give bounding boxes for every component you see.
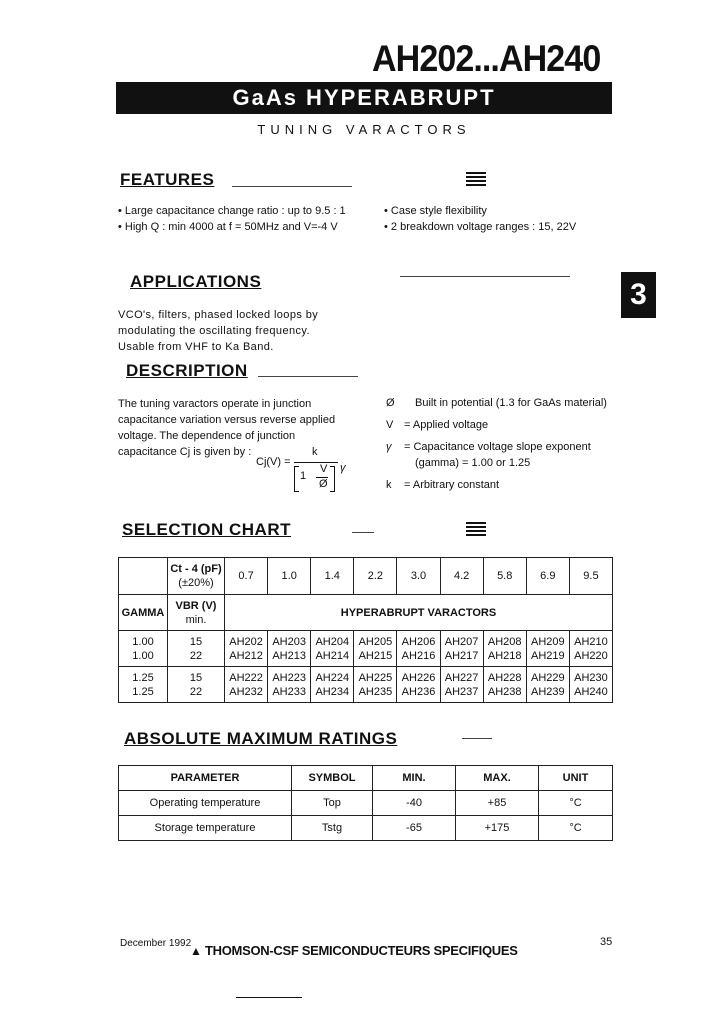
chapter-tab: 3 — [621, 272, 656, 318]
part-cell: AH208 AH218 — [483, 631, 526, 667]
part-cell: AH204 AH214 — [311, 631, 354, 667]
gamma-value: 1.25 — [132, 671, 154, 684]
vbr-label: VBR (V) — [175, 599, 217, 612]
description-line: voltage. The dependence of junction — [118, 430, 296, 442]
ratings-col-header: MIN. — [373, 766, 456, 791]
applications-line: VCO's, filters, phased locked loops by — [118, 309, 319, 321]
empty-cell — [119, 558, 168, 595]
part-cell: AH223 AH233 — [268, 667, 311, 703]
legend-text: = Applied voltage — [404, 419, 489, 431]
part-cell: AH225 AH235 — [354, 667, 397, 703]
ct-header — [168, 558, 225, 595]
heading-rule — [232, 186, 352, 187]
part-cell: AH210 AH220 — [569, 631, 612, 667]
ratings-col-header: MAX. — [456, 766, 539, 791]
ratings-col-header: PARAMETER — [119, 766, 292, 791]
part-cell: AH230 AH240 — [569, 667, 612, 703]
ct-value: 3.0 — [397, 558, 440, 595]
legend-text: (gamma) = 1.00 or 1.25 — [415, 457, 531, 469]
vbr-value: 22 — [189, 649, 203, 662]
formula-v: V — [320, 463, 328, 475]
applications-line: Usable from VHF to Ka Band. — [118, 341, 274, 353]
page-number: 35 — [600, 936, 613, 948]
part-cell: AH224 AH234 — [311, 667, 354, 703]
part-cell: AH222 AH232 — [225, 667, 268, 703]
max-cell: +85 — [456, 791, 539, 816]
legend-text: Built in potential (1.3 for GaAs material) — [415, 397, 607, 409]
footer-company: THOMSON-CSF SEMICONDUCTEURS SPECIFIQUES — [205, 943, 518, 958]
heading-rule — [462, 738, 492, 739]
table-row — [119, 816, 613, 841]
table-row — [119, 791, 613, 816]
footer-date: December 1992 — [120, 938, 192, 949]
ratings-col-header: SYMBOL — [292, 766, 373, 791]
formula-numerator: k — [312, 446, 318, 458]
gamma-cell — [119, 667, 168, 703]
gamma-value: 1.00 — [132, 649, 154, 662]
part-cell: AH206 AH216 — [397, 631, 440, 667]
group-header: HYPERABRUPT VARACTORS — [225, 595, 613, 631]
heading-rule — [258, 376, 358, 377]
parameter-cell: Storage temperature — [119, 816, 292, 841]
ct-value: 2.2 — [354, 558, 397, 595]
vbr-cell — [168, 667, 225, 703]
features-list-left — [118, 203, 346, 235]
thomson-logo-icon: ▲ — [190, 944, 202, 958]
part-cell: AH229 AH239 — [526, 667, 569, 703]
min-cell: -65 — [373, 816, 456, 841]
symbol-cell: Top — [292, 791, 373, 816]
vbr-value: 15 — [189, 671, 203, 684]
formula-exponent: γ — [340, 462, 346, 474]
features-heading: FEATURES — [120, 170, 215, 189]
applications-text — [118, 307, 318, 355]
bottom-rule — [236, 997, 302, 998]
bracket-left — [294, 466, 299, 492]
legend-symbol: Ø — [386, 397, 395, 409]
formula-one: 1 — [300, 470, 307, 482]
ratings-table — [118, 765, 613, 841]
ct-label: Ct - 4 (pF) — [170, 563, 222, 575]
formula-lhs: Cj(V) = — [256, 456, 291, 468]
part-cell: AH227 AH237 — [440, 667, 483, 703]
feature-item: • Case style flexibility — [384, 205, 487, 217]
unit-cell: °C — [539, 816, 613, 841]
product-subtitle: TUNING VARACTORS — [257, 122, 471, 137]
description-line: capacitance variation versus reverse applied — [118, 414, 336, 426]
part-cell: AH226 AH236 — [397, 667, 440, 703]
ratings-col-header: UNIT — [539, 766, 613, 791]
gamma-cell — [119, 631, 168, 667]
ct-value: 0.7 — [225, 558, 268, 595]
applications-line: modulating the oscillating frequency. — [118, 325, 310, 337]
part-cell: AH203 AH213 — [268, 631, 311, 667]
feature-item: • Large capacitance change ratio : up to 9.5 : 1 — [118, 205, 346, 217]
symbol-cell: Tstg — [292, 816, 373, 841]
vbr-value: 22 — [189, 685, 203, 698]
feature-item: • 2 breakdown voltage ranges : 15, 22V — [384, 221, 577, 233]
decorative-bars — [466, 522, 486, 536]
legend-text: = Arbitrary constant — [404, 479, 500, 491]
vbr-min: min. — [185, 613, 207, 626]
ct-value: 5.8 — [483, 558, 526, 595]
fraction-bar — [294, 462, 338, 463]
gamma-value: 1.25 — [132, 685, 154, 698]
max-cell: +175 — [456, 816, 539, 841]
ratings-heading: ABSOLUTE MAXIMUM RATINGS — [124, 729, 398, 748]
formula-phi: Ø — [319, 478, 328, 490]
product-banner: GaAs HYPERABRUPT — [116, 82, 612, 114]
part-cell: AH209 AH219 — [526, 631, 569, 667]
document-title: AH202...AH240 — [372, 38, 601, 79]
part-cell: AH207 AH217 — [440, 631, 483, 667]
applications-heading: APPLICATIONS — [130, 272, 262, 291]
gamma-header: GAMMA — [119, 595, 168, 631]
ct-value: 9.5 — [569, 558, 612, 595]
ct-value: 6.9 — [526, 558, 569, 595]
parameter-cell: Operating temperature — [119, 791, 292, 816]
vbr-value: 15 — [189, 635, 203, 648]
features-list-right — [384, 203, 576, 235]
part-cell: AH205 AH215 — [354, 631, 397, 667]
bracket-right — [330, 466, 335, 492]
legend-symbol: γ — [386, 441, 392, 453]
feature-item: • High Q : min 4000 at f = 50MHz and V=-4 V — [118, 221, 338, 233]
gamma-value: 1.00 — [132, 635, 154, 648]
ct-value: 1.0 — [268, 558, 311, 595]
ct-value: 1.4 — [311, 558, 354, 595]
unit-cell: °C — [539, 791, 613, 816]
part-cell: AH228 AH238 — [483, 667, 526, 703]
description-line: The tuning varactors operate in junction — [118, 398, 312, 410]
heading-rule — [352, 532, 374, 533]
part-cell: AH202 AH212 — [225, 631, 268, 667]
selection-chart-table — [118, 557, 613, 703]
min-cell: -40 — [373, 791, 456, 816]
ct-tolerance: (±20%) — [178, 577, 214, 589]
heading-rule — [400, 276, 570, 277]
selection-chart-heading: SELECTION CHART — [122, 520, 291, 539]
legend-symbol: k — [386, 479, 392, 491]
vbr-cell — [168, 631, 225, 667]
decorative-bars — [466, 172, 486, 186]
vbr-header — [168, 595, 225, 631]
ct-value: 4.2 — [440, 558, 483, 595]
legend-text: = Capacitance voltage slope exponent — [404, 441, 591, 453]
description-line: capacitance Cj is given by : — [118, 446, 252, 458]
legend-symbol: V — [386, 419, 394, 431]
description-heading: DESCRIPTION — [126, 361, 248, 380]
